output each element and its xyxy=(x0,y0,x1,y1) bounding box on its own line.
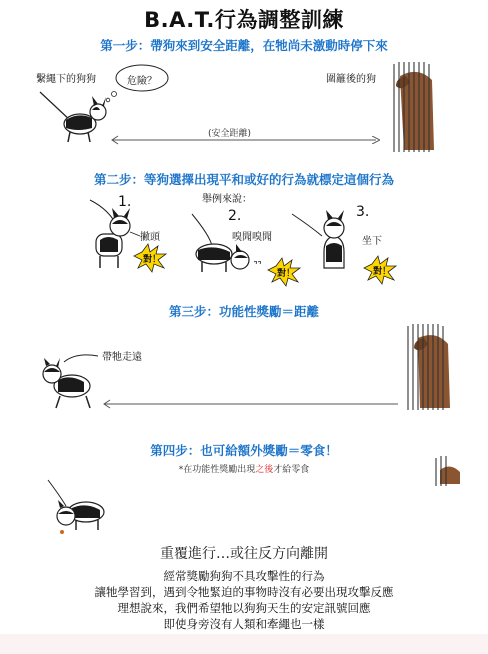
step2-example3-marker: 對！ xyxy=(373,267,392,277)
step2-dog-2 xyxy=(192,214,261,272)
step1-fenced-dog xyxy=(394,62,434,152)
footer-line-4: 即使身旁沒有人類和牽繩也一樣 xyxy=(163,617,325,631)
step1-leashed-dog xyxy=(40,92,106,142)
step4-heading: 第四步：也可給額外獎勵＝零食！ xyxy=(150,443,338,458)
step1-distance-label: (安全距離) xyxy=(208,129,252,139)
step2-example-label: 舉例來說： xyxy=(202,194,252,205)
step4-eating-dog xyxy=(48,480,104,534)
page-title: B.A.T.行為調整訓練 xyxy=(144,8,344,32)
step4-note-before: *在功能性獎勵出現 xyxy=(178,465,256,475)
step1-leashed-dog-label: 繫繩下的狗狗 xyxy=(36,74,96,85)
step2-example3-behavior: 坐下 xyxy=(362,236,382,247)
step3-fenced-dog xyxy=(408,324,450,410)
step4-note xyxy=(0,462,488,475)
step3-walking-dog xyxy=(43,355,98,408)
step2-dog-1 xyxy=(90,200,140,268)
step2-example1-behavior: 撇頭 xyxy=(140,232,160,243)
footer-line-1: 經常獎勵狗狗不具攻擊性的行為 xyxy=(163,569,325,583)
step2-heading: 第二步：等狗選擇出現平和或好的行為就標定這個行為 xyxy=(93,172,394,187)
bottom-band xyxy=(0,634,488,654)
footer-heading: 重覆進行…或往反方向離開 xyxy=(160,546,328,562)
step2-example3-num: 3. xyxy=(356,204,370,220)
step2-example2-num: 2. xyxy=(228,208,242,224)
step2-example2-behavior: 嗅聞嗅聞 xyxy=(232,232,272,243)
step2-example1-num: 1. xyxy=(118,194,132,210)
footer-line-2: 讓牠學習到，遇到令牠緊迫的事物時沒有必要出現攻擊反應 xyxy=(94,585,394,599)
step2-dog-3 xyxy=(292,210,344,268)
step4-note-after: 才給零食 xyxy=(273,465,310,475)
step2-example2-marker: 對！ xyxy=(277,269,296,279)
step1-fenced-dog-label: 圍籬後的狗 xyxy=(326,74,376,85)
step1-heading: 第一步：帶狗來到安全距離，在牠尚未激動時停下來 xyxy=(100,38,388,53)
step3-heading: 第三步：功能性獎勵＝距離 xyxy=(168,304,319,319)
step2-marker-bursts xyxy=(134,244,396,286)
step2-example1-marker: 對！ xyxy=(143,255,162,265)
step4-note-highlight: 之後 xyxy=(255,465,274,475)
step3-walk-away-label: 帶牠走遠 xyxy=(102,352,142,363)
step1-thought-text: 危險？ xyxy=(127,76,157,87)
footer-line-3: 理想說來，我們希望牠以狗狗天生的安定訊號回應 xyxy=(117,601,371,615)
